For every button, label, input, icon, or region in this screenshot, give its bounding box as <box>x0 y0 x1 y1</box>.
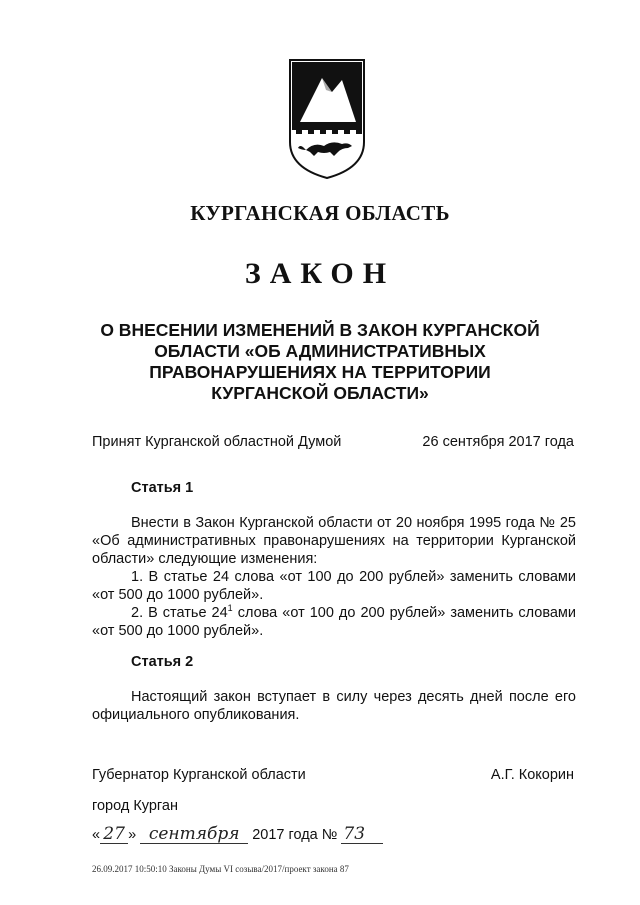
article-2-heading: Статья 2 <box>131 654 194 670</box>
article-1-item-2-start: 2. В статье 24 <box>131 605 228 621</box>
article-1-intro: Внести в Закон Курганской области от 20 ноября 1995 года № 25 «Об административных правонарушениях на территории Курганской области» следующие изменения: <box>92 515 576 567</box>
article-2-body <box>92 688 576 724</box>
handwritten-month: сентября <box>140 825 248 844</box>
superscript-index: 1 <box>227 603 233 614</box>
handwritten-day: 27 <box>100 825 128 844</box>
adoption-date: 26 сентября 2017 года <box>422 434 574 450</box>
governor-label: Губернатор Курганской области <box>92 767 306 783</box>
document-type: ЗАКОН <box>244 257 396 290</box>
article-1-item-2-end: слова «от 100 до 200 рублей» заменить словами «от 500 до 1000 рублей». <box>92 605 576 639</box>
article-1-item-1: 1. В статье 24 слова «от 100 до 200 рублей» заменить словами «от 500 до 1000 рублей». <box>92 569 576 603</box>
print-footer: 26.09.2017 10:50:10 Законы Думы VI созыва/2017/проект закона 87 <box>92 864 349 874</box>
governor-name: А.Г. Кокорин <box>490 767 574 783</box>
quote-open: « <box>92 827 101 843</box>
signing-date-line <box>92 825 383 844</box>
article-1-item-2 <box>92 604 576 640</box>
city-name: город Курган <box>92 798 178 814</box>
year-and-number-label: 2017 года № <box>252 827 338 843</box>
quote-close: » <box>128 827 137 843</box>
handwritten-law-number: 73 <box>341 825 383 844</box>
adoption-label: Принят Курганской областной Думой <box>92 434 342 450</box>
region-name: КУРГАНСКАЯ ОБЛАСТЬ <box>190 201 450 225</box>
article-2-text: Настоящий закон вступает в силу через десять дней после его официального опубликования. <box>92 689 576 723</box>
law-title: О ВНЕСЕНИИ ИЗМЕНЕНИЙ В ЗАКОН КУРГАНСКОЙ ОБЛАСТИ «ОБ АДМИНИСТРАТИВНЫХ ПРАВОНАРУШЕНИЯХ НА ТЕРРИТОРИИ КУРГАНСКОЙ ОБЛАСТИ» <box>100 320 540 403</box>
article-1-heading: Статья 1 <box>131 480 194 496</box>
article-1-body <box>92 514 576 640</box>
coat-of-arms-icon <box>286 56 368 182</box>
